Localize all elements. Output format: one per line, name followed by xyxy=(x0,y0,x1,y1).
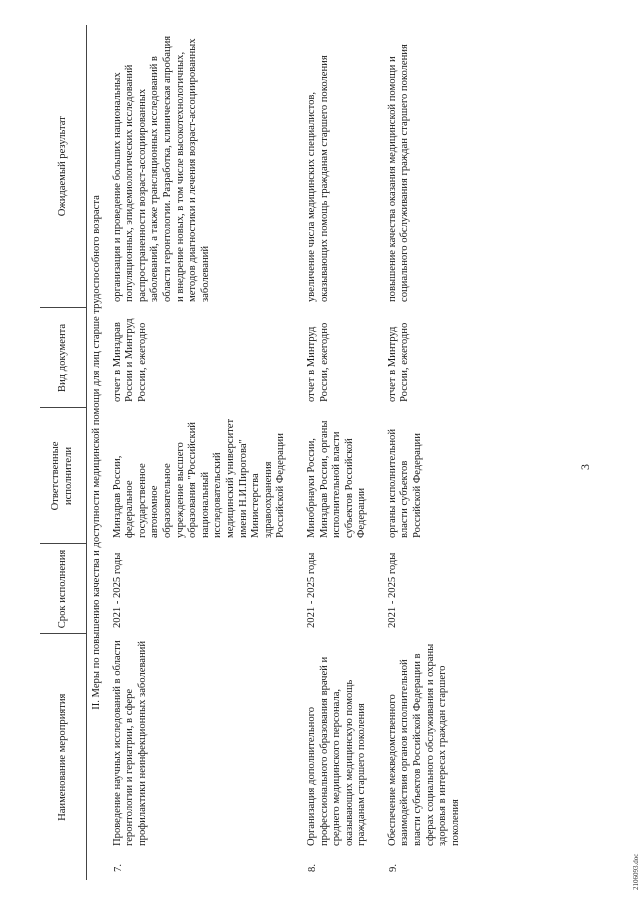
header-name: Наименование мероприятия xyxy=(40,634,87,880)
measure-name: Организация дополнительного профессионального образования врачей и среднего медицинского персонала, оказывающих медицинскую помощь гражданам старшего поколения xyxy=(305,656,368,846)
expected-result: увеличение числа медицинских специалистов, оказывающих помощь гражданам старшего поколения xyxy=(305,55,330,302)
expected-result: организация и проведение больших национальных популяционных, эпидемиологических исследований распространенности возраст-ассоциированных заболеваний, а также трансляционных исследований в области геронтологии. Разработка, клиническая апробация и внедрение новых, в том числе высокотехнологичных, методов диагностики и лечения возраст-ассоциированных заболеваний xyxy=(111,35,211,302)
table-row xyxy=(387,25,481,880)
row-number: 7. xyxy=(112,864,124,872)
doc-type: отчет в Минтруд России, ежегодно xyxy=(386,322,411,402)
section-title: II. Меры по повышению качества и доступности медицинской помощи для лиц старше трудоспособного возраста xyxy=(91,195,102,710)
deadline: 2021 - 2025 годы xyxy=(111,552,123,628)
doc-type: отчет в Минтруд России, ежегодно xyxy=(305,322,330,402)
deadline: 2021 - 2025 годы xyxy=(305,552,317,628)
expected-result: повышение качества оказания медицинской помощи и социального обслуживания граждан старшего поколения xyxy=(386,44,411,302)
header-result: Ожидаемый результат xyxy=(40,25,87,308)
header-doc-type: Вид документа xyxy=(40,308,87,408)
table-row xyxy=(112,25,306,880)
header-deadline: Срок исполнения xyxy=(40,544,87,634)
doc-type: отчет в Минздрав России и Минтруд России, ежегодно xyxy=(111,318,148,402)
responsible: органы исполнительной власти субъектов Российской Федерации xyxy=(386,429,424,538)
deadline: 2021 - 2025 годы xyxy=(386,552,398,628)
measure-name: Проведение научных исследований в области геронтологии и гериатрии, в сфере профилактики неинфекционных заболеваний xyxy=(111,640,148,846)
measures-table xyxy=(40,25,480,880)
file-footer: 2106093.doc xyxy=(632,853,640,890)
section-row xyxy=(87,25,112,880)
row-number: 8. xyxy=(306,864,318,872)
table-header-row xyxy=(40,25,87,880)
responsible: Минздрав России, федеральное государственное автономное образовательное учреждение высшего образования "Российский национальный исследовательский медицинский университет имени Н.И.Пирогова" Министерства здравоохранения Российской Федерации xyxy=(111,418,287,538)
table-row xyxy=(306,25,387,880)
header-responsible: Ответственные исполнители xyxy=(40,408,87,544)
responsible: Минобрнауки России, Минздрав России, органы исполнительной власти субъектов Российской Федерации xyxy=(305,420,368,538)
measure-name: Обеспечение межведомственного взаимодействия органов исполнительной власти субъектов Российской Федерации в сферах социального обслуживания и охраны здоровья в интересах граждан старшего поколения xyxy=(386,643,461,846)
page-number: 3 xyxy=(578,464,592,470)
row-number: 9. xyxy=(387,864,399,872)
rotated-content xyxy=(20,25,640,890)
